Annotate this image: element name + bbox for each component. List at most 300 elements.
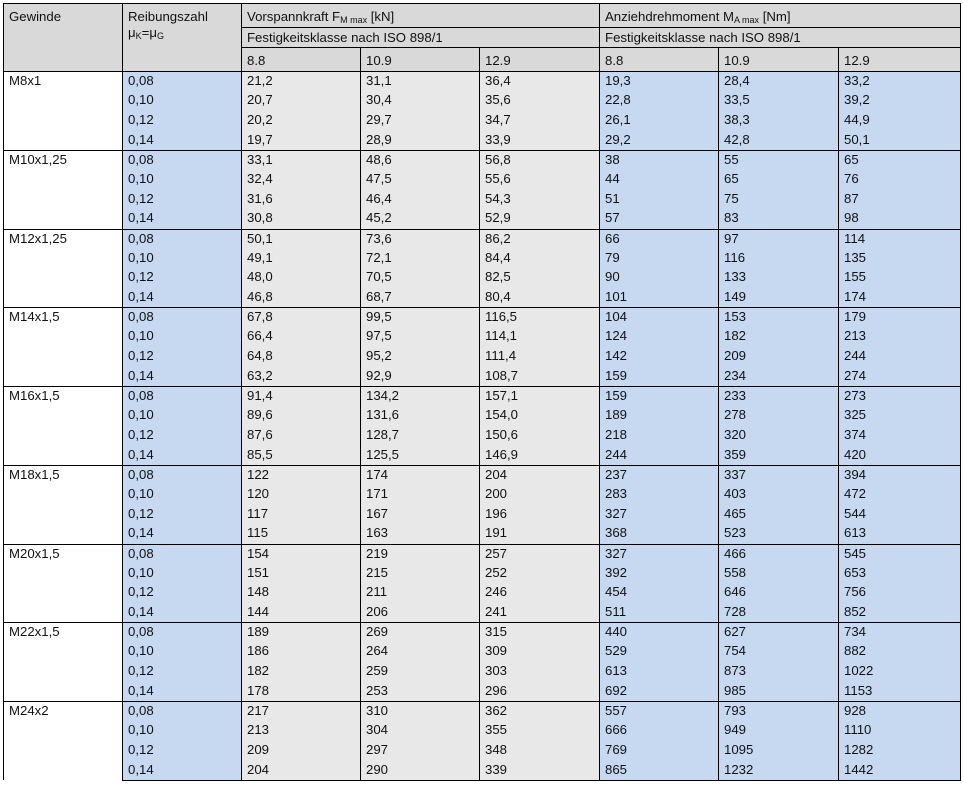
header-mu-formula <box>128 25 241 41</box>
table-row <box>4 485 961 505</box>
preload-force-cell: 29,7 <box>361 111 480 131</box>
table-row <box>4 347 961 367</box>
tightening-torque-cell: 135 <box>839 249 961 269</box>
mu-eq-symbol: =μ <box>141 25 157 40</box>
header-anziehdrehmoment <box>600 4 961 28</box>
tightening-torque-cell: 545 <box>839 544 961 564</box>
friction-coefficient-cell: 0,12 <box>123 190 242 210</box>
thread-size-cell: M16x1,5 <box>4 387 123 466</box>
tightening-torque-cell: 90 <box>600 268 719 288</box>
table-row <box>4 583 961 603</box>
tightening-torque-cell: 234 <box>719 367 839 387</box>
table-row <box>4 524 961 544</box>
tightening-torque-cell: 756 <box>839 583 961 603</box>
tightening-torque-cell: 692 <box>600 682 719 702</box>
preload-force-cell: 33,1 <box>242 150 361 170</box>
preload-force-cell: 167 <box>361 505 480 525</box>
table-row <box>4 91 961 111</box>
tightening-torque-cell: 529 <box>600 642 719 662</box>
preload-force-cell: 115 <box>242 524 361 544</box>
tightening-torque-cell: 440 <box>600 623 719 643</box>
preload-force-cell: 120 <box>242 485 361 505</box>
header-festigkeit-f: Festigkeitsklasse nach ISO 898/1 <box>242 28 600 48</box>
preload-force-cell: 99,5 <box>361 308 480 328</box>
preload-force-cell: 128,7 <box>361 426 480 446</box>
tightening-torque-cell: 79 <box>600 249 719 269</box>
thread-size-cell: M10x1,25 <box>4 150 123 229</box>
preload-force-cell: 269 <box>361 623 480 643</box>
preload-force-cell: 117 <box>242 505 361 525</box>
table-body <box>4 72 961 781</box>
tightening-torque-cell: 38,3 <box>719 111 839 131</box>
friction-coefficient-cell: 0,14 <box>123 446 242 466</box>
tightening-torque-cell: 558 <box>719 564 839 584</box>
header-gewinde-label: Gewinde <box>9 9 62 24</box>
friction-coefficient-cell: 0,14 <box>123 367 242 387</box>
table-row <box>4 721 961 741</box>
tightening-torque-cell: 101 <box>600 288 719 308</box>
table-row <box>4 741 961 761</box>
friction-coefficient-cell: 0,08 <box>123 623 242 643</box>
table-row <box>4 662 961 682</box>
friction-coefficient-cell: 0,10 <box>123 91 242 111</box>
friction-coefficient-cell: 0,14 <box>123 682 242 702</box>
preload-force-cell: 68,7 <box>361 288 480 308</box>
preload-force-cell: 92,9 <box>361 367 480 387</box>
thread-size-cell: M20x1,5 <box>4 544 123 623</box>
preload-force-cell: 33,9 <box>480 131 600 151</box>
preload-force-cell: 253 <box>361 682 480 702</box>
tightening-torque-cell: 33,2 <box>839 72 961 92</box>
tightening-torque-cell: 653 <box>839 564 961 584</box>
table-row <box>4 131 961 151</box>
preload-force-cell: 84,4 <box>480 249 600 269</box>
bolt-torque-table <box>3 3 961 781</box>
thread-size-cell: M18x1,5 <box>4 465 123 544</box>
preload-force-cell: 315 <box>480 623 600 643</box>
preload-force-cell: 46,8 <box>242 288 361 308</box>
tightening-torque-cell: 374 <box>839 426 961 446</box>
preload-force-cell: 303 <box>480 662 600 682</box>
header-grade-m-88: 8.8 <box>600 48 719 72</box>
preload-force-cell: 215 <box>361 564 480 584</box>
preload-force-cell: 362 <box>480 702 600 722</box>
tightening-torque-cell: 1282 <box>839 741 961 761</box>
tightening-torque-cell: 76 <box>839 170 961 190</box>
preload-force-cell: 31,6 <box>242 190 361 210</box>
tightening-torque-cell: 769 <box>600 741 719 761</box>
preload-force-cell: 80,4 <box>480 288 600 308</box>
tightening-torque-cell: 392 <box>600 564 719 584</box>
tightening-torque-cell: 142 <box>600 347 719 367</box>
preload-force-cell: 31,1 <box>361 72 480 92</box>
tightening-torque-cell: 155 <box>839 268 961 288</box>
preload-force-cell: 30,4 <box>361 91 480 111</box>
tightening-torque-cell: 65 <box>839 150 961 170</box>
tightening-torque-cell: 116 <box>719 249 839 269</box>
tightening-torque-cell: 179 <box>839 308 961 328</box>
tightening-torque-cell: 359 <box>719 446 839 466</box>
mu-g-sub: G <box>156 31 164 41</box>
tightening-torque-cell: 394 <box>839 465 961 485</box>
preload-force-cell: 304 <box>361 721 480 741</box>
tightening-torque-cell: 274 <box>839 367 961 387</box>
tightening-torque-cell: 66 <box>600 229 719 249</box>
tightening-torque-cell: 327 <box>600 505 719 525</box>
preload-force-cell: 114,1 <box>480 327 600 347</box>
preload-force-cell: 148 <box>242 583 361 603</box>
table-row <box>4 367 961 387</box>
table-row <box>4 288 961 308</box>
tightening-torque-cell: 75 <box>719 190 839 210</box>
table-row <box>4 544 961 564</box>
header-grade-f-109: 10.9 <box>361 48 480 72</box>
preload-force-cell: 55,6 <box>480 170 600 190</box>
friction-coefficient-cell: 0,10 <box>123 327 242 347</box>
header-reibungszahl <box>123 4 242 72</box>
tightening-torque-cell: 1022 <box>839 662 961 682</box>
tightening-torque-cell: 278 <box>719 406 839 426</box>
tightening-torque-cell: 29,2 <box>600 131 719 151</box>
preload-force-cell: 355 <box>480 721 600 741</box>
tightening-torque-cell: 44,9 <box>839 111 961 131</box>
preload-force-cell: 87,6 <box>242 426 361 446</box>
preload-force-cell: 45,2 <box>361 209 480 229</box>
preload-force-cell: 290 <box>361 761 480 781</box>
header-gewinde <box>4 4 123 72</box>
preload-force-cell: 257 <box>480 544 600 564</box>
table-row <box>4 623 961 643</box>
preload-force-cell: 64,8 <box>242 347 361 367</box>
friction-coefficient-cell: 0,14 <box>123 131 242 151</box>
tightening-torque-cell: 159 <box>600 367 719 387</box>
tightening-torque-cell: 213 <box>839 327 961 347</box>
preload-force-cell: 259 <box>361 662 480 682</box>
tightening-torque-cell: 28,4 <box>719 72 839 92</box>
table-row <box>4 387 961 407</box>
preload-force-cell: 186 <box>242 642 361 662</box>
tightening-torque-cell: 327 <box>600 544 719 564</box>
tightening-torque-cell: 65 <box>719 170 839 190</box>
tightening-torque-cell: 928 <box>839 702 961 722</box>
header-grade-f-129: 12.9 <box>480 48 600 72</box>
preload-force-cell: 48,6 <box>361 150 480 170</box>
tightening-torque-cell: 544 <box>839 505 961 525</box>
tightening-torque-cell: 1095 <box>719 741 839 761</box>
friction-coefficient-cell: 0,10 <box>123 642 242 662</box>
preload-force-cell: 67,8 <box>242 308 361 328</box>
friction-coefficient-cell: 0,12 <box>123 426 242 446</box>
preload-force-cell: 131,6 <box>361 406 480 426</box>
tightening-torque-cell: 472 <box>839 485 961 505</box>
preload-force-cell: 86,2 <box>480 229 600 249</box>
friction-coefficient-cell: 0,08 <box>123 150 242 170</box>
tightening-torque-cell: 209 <box>719 347 839 367</box>
tightening-torque-cell: 613 <box>600 662 719 682</box>
preload-force-cell: 66,4 <box>242 327 361 347</box>
table-row <box>4 702 961 722</box>
tightening-torque-cell: 44 <box>600 170 719 190</box>
preload-force-cell: 48,0 <box>242 268 361 288</box>
table-row <box>4 465 961 485</box>
preload-force-cell: 211 <box>361 583 480 603</box>
table-row <box>4 761 961 781</box>
tightening-torque-cell: 182 <box>719 327 839 347</box>
preload-force-cell: 125,5 <box>361 446 480 466</box>
preload-force-cell: 252 <box>480 564 600 584</box>
tightening-torque-cell: 403 <box>719 485 839 505</box>
friction-coefficient-cell: 0,12 <box>123 662 242 682</box>
tightening-torque-cell: 666 <box>600 721 719 741</box>
tightening-torque-cell: 42,8 <box>719 131 839 151</box>
table-row <box>4 111 961 131</box>
tightening-torque-cell: 985 <box>719 682 839 702</box>
tightening-torque-cell: 51 <box>600 190 719 210</box>
table-row <box>4 308 961 328</box>
tightening-torque-cell: 368 <box>600 524 719 544</box>
header-grade-m-109: 10.9 <box>719 48 839 72</box>
tightening-torque-cell: 244 <box>839 347 961 367</box>
friction-coefficient-cell: 0,12 <box>123 741 242 761</box>
tightening-torque-cell: 149 <box>719 288 839 308</box>
preload-force-cell: 144 <box>242 603 361 623</box>
preload-force-cell: 116,5 <box>480 308 600 328</box>
friction-coefficient-cell: 0,08 <box>123 702 242 722</box>
header-grade-f-88: 8.8 <box>242 48 361 72</box>
tightening-torque-cell: 882 <box>839 642 961 662</box>
table-row <box>4 268 961 288</box>
preload-force-cell: 30,8 <box>242 209 361 229</box>
friction-coefficient-cell: 0,08 <box>123 229 242 249</box>
table-row <box>4 446 961 466</box>
preload-force-cell: 28,9 <box>361 131 480 151</box>
preload-force-cell: 34,7 <box>480 111 600 131</box>
friction-coefficient-cell: 0,10 <box>123 564 242 584</box>
table-row <box>4 209 961 229</box>
preload-force-cell: 32,4 <box>242 170 361 190</box>
friction-coefficient-cell: 0,10 <box>123 170 242 190</box>
preload-force-cell: 200 <box>480 485 600 505</box>
tightening-torque-cell: 734 <box>839 623 961 643</box>
tightening-torque-cell: 50,1 <box>839 131 961 151</box>
tightening-torque-cell: 852 <box>839 603 961 623</box>
preload-force-cell: 50,1 <box>242 229 361 249</box>
tightening-torque-cell: 87 <box>839 190 961 210</box>
header-reibungszahl-label: Reibungszahl <box>128 9 208 24</box>
tightening-torque-cell: 873 <box>719 662 839 682</box>
preload-force-cell: 157,1 <box>480 387 600 407</box>
preload-force-cell: 296 <box>480 682 600 702</box>
tightening-torque-cell: 793 <box>719 702 839 722</box>
tightening-torque-cell: 233 <box>719 387 839 407</box>
tightening-torque-cell: 420 <box>839 446 961 466</box>
thread-size-cell: M12x1,25 <box>4 229 123 308</box>
preload-force-cell: 204 <box>480 465 600 485</box>
header-vorspannkraft <box>242 4 600 28</box>
preload-force-cell: 56,8 <box>480 150 600 170</box>
tightening-torque-cell: 159 <box>600 387 719 407</box>
preload-force-cell: 19,7 <box>242 131 361 151</box>
preload-force-cell: 241 <box>480 603 600 623</box>
preload-force-cell: 108,7 <box>480 367 600 387</box>
preload-force-cell: 309 <box>480 642 600 662</box>
preload-force-cell: 35,6 <box>480 91 600 111</box>
friction-coefficient-cell: 0,08 <box>123 308 242 328</box>
friction-coefficient-cell: 0,10 <box>123 485 242 505</box>
tightening-torque-cell: 174 <box>839 288 961 308</box>
friction-coefficient-cell: 0,12 <box>123 505 242 525</box>
friction-coefficient-cell: 0,12 <box>123 111 242 131</box>
friction-coefficient-cell: 0,08 <box>123 387 242 407</box>
tightening-torque-cell: 454 <box>600 583 719 603</box>
tightening-torque-cell: 273 <box>839 387 961 407</box>
tightening-torque-cell: 26,1 <box>600 111 719 131</box>
preload-force-cell: 46,4 <box>361 190 480 210</box>
vorspann-pre: Vorspannkraft F <box>247 9 341 24</box>
preload-force-cell: 264 <box>361 642 480 662</box>
tightening-torque-cell: 511 <box>600 603 719 623</box>
friction-coefficient-cell: 0,14 <box>123 288 242 308</box>
preload-force-cell: 189 <box>242 623 361 643</box>
table-header <box>4 4 961 72</box>
preload-force-cell: 21,2 <box>242 72 361 92</box>
table-row <box>4 603 961 623</box>
tightening-torque-cell: 218 <box>600 426 719 446</box>
friction-coefficient-cell: 0,12 <box>123 583 242 603</box>
preload-force-cell: 174 <box>361 465 480 485</box>
table-row <box>4 72 961 92</box>
table-row <box>4 150 961 170</box>
preload-force-cell: 146,9 <box>480 446 600 466</box>
table-row <box>4 229 961 249</box>
tightening-torque-cell: 728 <box>719 603 839 623</box>
tightening-torque-cell: 523 <box>719 524 839 544</box>
table-row <box>4 426 961 446</box>
preload-force-cell: 297 <box>361 741 480 761</box>
friction-coefficient-cell: 0,08 <box>123 465 242 485</box>
preload-force-cell: 154,0 <box>480 406 600 426</box>
tightening-torque-cell: 465 <box>719 505 839 525</box>
preload-force-cell: 20,2 <box>242 111 361 131</box>
preload-force-cell: 47,5 <box>361 170 480 190</box>
tightening-torque-cell: 337 <box>719 465 839 485</box>
vorspann-sub: M max <box>340 15 368 25</box>
preload-force-cell: 219 <box>361 544 480 564</box>
tightening-torque-cell: 124 <box>600 327 719 347</box>
table-row <box>4 682 961 702</box>
table-row <box>4 642 961 662</box>
friction-coefficient-cell: 0,12 <box>123 347 242 367</box>
tightening-torque-cell: 320 <box>719 426 839 446</box>
preload-force-cell: 339 <box>480 761 600 781</box>
tightening-torque-cell: 19,3 <box>600 72 719 92</box>
tightening-torque-cell: 83 <box>719 209 839 229</box>
thread-size-cell: M14x1,5 <box>4 308 123 387</box>
table-row <box>4 170 961 190</box>
tightening-torque-cell: 283 <box>600 485 719 505</box>
friction-coefficient-cell: 0,08 <box>123 544 242 564</box>
vorspann-unit: [kN] <box>367 9 395 24</box>
preload-force-cell: 73,6 <box>361 229 480 249</box>
table-row <box>4 249 961 269</box>
tightening-torque-cell: 55 <box>719 150 839 170</box>
preload-force-cell: 213 <box>242 721 361 741</box>
tightening-torque-cell: 22,8 <box>600 91 719 111</box>
friction-coefficient-cell: 0,08 <box>123 72 242 92</box>
preload-force-cell: 91,4 <box>242 387 361 407</box>
preload-force-cell: 54,3 <box>480 190 600 210</box>
preload-force-cell: 196 <box>480 505 600 525</box>
table-row <box>4 564 961 584</box>
preload-force-cell: 70,5 <box>361 268 480 288</box>
preload-force-cell: 52,9 <box>480 209 600 229</box>
preload-force-cell: 171 <box>361 485 480 505</box>
preload-force-cell: 97,5 <box>361 327 480 347</box>
tightening-torque-cell: 33,5 <box>719 91 839 111</box>
tightening-torque-cell: 189 <box>600 406 719 426</box>
tightening-torque-cell: 1110 <box>839 721 961 741</box>
header-festigkeit-m: Festigkeitsklasse nach ISO 898/1 <box>600 28 961 48</box>
tightening-torque-cell: 57 <box>600 209 719 229</box>
preload-force-cell: 209 <box>242 741 361 761</box>
mu-k-symbol: μ <box>128 25 136 40</box>
preload-force-cell: 150,6 <box>480 426 600 446</box>
preload-force-cell: 154 <box>242 544 361 564</box>
preload-force-cell: 204 <box>242 761 361 781</box>
table-row <box>4 190 961 210</box>
tightening-torque-cell: 325 <box>839 406 961 426</box>
tightening-torque-cell: 1153 <box>839 682 961 702</box>
friction-coefficient-cell: 0,14 <box>123 761 242 781</box>
tightening-torque-cell: 949 <box>719 721 839 741</box>
tightening-torque-cell: 133 <box>719 268 839 288</box>
tightening-torque-cell: 1442 <box>839 761 961 781</box>
preload-force-cell: 134,2 <box>361 387 480 407</box>
tightening-torque-cell: 114 <box>839 229 961 249</box>
friction-coefficient-cell: 0,14 <box>123 603 242 623</box>
preload-force-cell: 310 <box>361 702 480 722</box>
preload-force-cell: 348 <box>480 741 600 761</box>
tightening-torque-cell: 466 <box>719 544 839 564</box>
table-row <box>4 327 961 347</box>
tightening-torque-cell: 557 <box>600 702 719 722</box>
tightening-torque-cell: 646 <box>719 583 839 603</box>
preload-force-cell: 49,1 <box>242 249 361 269</box>
thread-size-cell: M22x1,5 <box>4 623 123 702</box>
anzieh-unit: [Nm] <box>759 9 791 24</box>
preload-force-cell: 217 <box>242 702 361 722</box>
tightening-torque-cell: 1232 <box>719 761 839 781</box>
thread-size-cell: M24x2 <box>4 702 123 781</box>
preload-force-cell: 246 <box>480 583 600 603</box>
tightening-torque-cell: 153 <box>719 308 839 328</box>
preload-force-cell: 63,2 <box>242 367 361 387</box>
tightening-torque-cell: 104 <box>600 308 719 328</box>
preload-force-cell: 82,5 <box>480 268 600 288</box>
preload-force-cell: 151 <box>242 564 361 584</box>
preload-force-cell: 122 <box>242 465 361 485</box>
preload-force-cell: 95,2 <box>361 347 480 367</box>
preload-force-cell: 20,7 <box>242 91 361 111</box>
friction-coefficient-cell: 0,10 <box>123 406 242 426</box>
tightening-torque-cell: 865 <box>600 761 719 781</box>
preload-force-cell: 85,5 <box>242 446 361 466</box>
preload-force-cell: 72,1 <box>361 249 480 269</box>
preload-force-cell: 182 <box>242 662 361 682</box>
preload-force-cell: 36,4 <box>480 72 600 92</box>
tightening-torque-cell: 39,2 <box>839 91 961 111</box>
tightening-torque-cell: 98 <box>839 209 961 229</box>
